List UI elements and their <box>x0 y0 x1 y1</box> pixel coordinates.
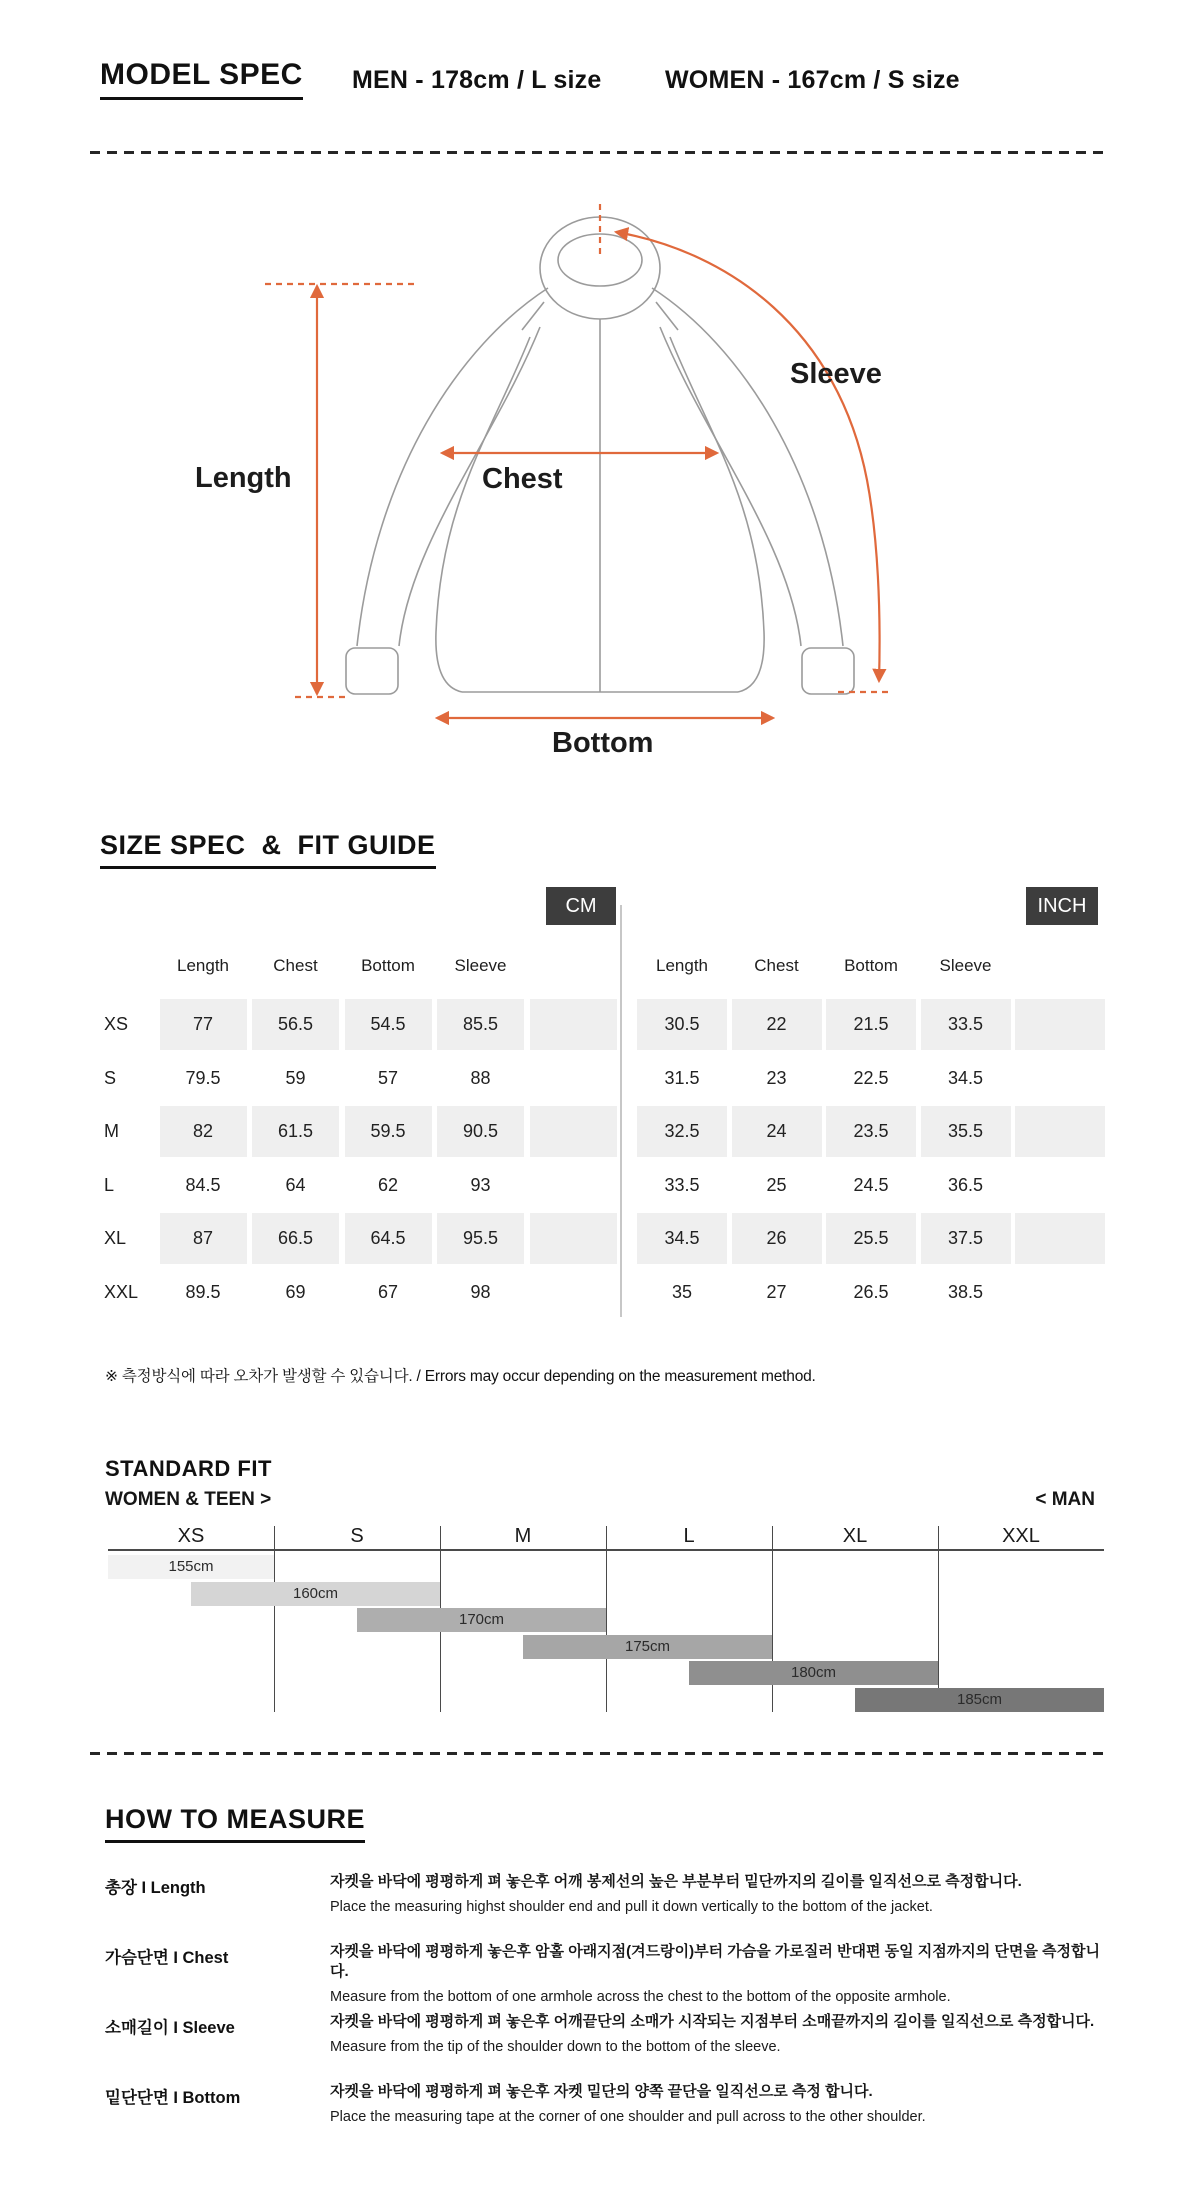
chest-label: Chest <box>482 463 563 495</box>
cm-cell: 62 <box>377 1174 399 1195</box>
cm-cell: 59 <box>285 1067 306 1088</box>
measure-text-english: Measure from the bottom of one armhole across the chest to the bottom of the opposite armhole. <box>330 1989 951 2005</box>
size-row-label: S <box>104 1067 117 1088</box>
inch-cell: 26 <box>732 1213 822 1264</box>
measure-text-english: Place the measuring highst shoulder end and pull it down vertically to the bottom of the jacket. <box>330 1899 933 1915</box>
how-to-measure-title: HOW TO MEASURE <box>105 1804 365 1843</box>
size-row-label: M <box>104 1121 119 1141</box>
model-spec-men: MEN - 178cm / L size <box>352 66 602 94</box>
measure-row-label: 가슴단면 I Chest <box>105 1949 229 1967</box>
chart-column-separator <box>274 1526 275 1712</box>
measure-arrows <box>265 204 892 718</box>
size-row-label: XS <box>104 1014 129 1034</box>
standard-fit-chart <box>108 1524 1104 1714</box>
inch-cell: 24.5 <box>853 1174 889 1195</box>
measure-row-texts <box>330 1872 1115 1916</box>
dashed-divider-top <box>90 151 1110 154</box>
inch-cell: 26.5 <box>853 1281 889 1302</box>
measure-instruction-list <box>105 1872 1115 2152</box>
chart-size-label: M <box>514 1525 532 1547</box>
cm-cell: 93 <box>470 1174 491 1195</box>
inch-cell: 22.5 <box>853 1067 889 1088</box>
measure-row-label: 소매길이 I Sleeve <box>105 2019 235 2037</box>
inch-cell: 33.5 <box>664 1174 700 1195</box>
sleeve-curve-arrow <box>616 232 880 681</box>
cm-column-header: Chest <box>273 956 318 975</box>
measure-text-english: Measure from the tip of the shoulder down to the bottom of the sleeve. <box>330 2039 781 2055</box>
fit-bar: 185cm <box>855 1688 1104 1712</box>
measure-text-english: Place the measuring tape at the corner of one shoulder and pull across to the other shoulder. <box>330 2109 926 2125</box>
standard-fit-title: STANDARD FIT <box>105 1456 272 1481</box>
measure-row <box>105 2082 1115 2152</box>
cm-cell: 82 <box>160 1106 247 1157</box>
inch-cell: 25 <box>766 1174 787 1195</box>
measure-row-texts <box>330 2012 1115 2056</box>
cm-cell: 54.5 <box>345 999 432 1050</box>
cm-cell <box>530 1267 617 1318</box>
chart-size-label: XL <box>842 1525 868 1547</box>
measure-row-label: 총장 I Length <box>105 1879 206 1897</box>
inch-cell: 23.5 <box>826 1106 916 1157</box>
measurement-note: ※ 측정방식에 따라 오차가 발생할 수 있습니다. / Errors may occur depending on the measurement method. <box>105 1368 816 1385</box>
cm-cell <box>530 1053 617 1104</box>
inch-cell: 25.5 <box>826 1213 916 1264</box>
cm-cell: 56.5 <box>252 999 339 1050</box>
inch-cell: 27 <box>766 1281 787 1302</box>
measure-row <box>105 1942 1115 2012</box>
measure-text-korean: 자켓을 바닥에 평평하게 펴 놓은후 어깨끝단의 소매가 시작되는 지점부터 소매끝까지의 길이를 일직선으로 측정합니다. <box>330 2013 1095 2030</box>
inch-cell <box>1015 1213 1105 1264</box>
model-spec-women: WOMEN - 167cm / S size <box>665 66 960 94</box>
fit-bar: 160cm <box>191 1582 440 1606</box>
measure-row-label: 밑단단면 I Bottom <box>105 2089 241 2107</box>
inch-cell <box>1015 1106 1105 1157</box>
cm-cell: 69 <box>285 1281 306 1302</box>
fit-bar: 180cm <box>689 1661 938 1685</box>
inch-cell: 35 <box>671 1281 693 1302</box>
cm-cell: 67 <box>377 1281 399 1302</box>
inch-table-header <box>637 956 1105 976</box>
measure-row-texts <box>330 1942 1115 2006</box>
inch-column-header: Length <box>656 956 708 975</box>
cm-cell: 59.5 <box>345 1106 432 1157</box>
inch-cell: 31.5 <box>664 1067 700 1088</box>
cm-column-header: Sleeve <box>454 956 507 975</box>
size-spec-title: SIZE SPEC & FIT GUIDE <box>100 830 436 869</box>
size-row-label: L <box>104 1174 115 1195</box>
inch-column-header: Sleeve <box>939 956 992 975</box>
cm-cell: 98 <box>470 1281 491 1302</box>
sleeve-label: Sleeve <box>790 358 882 390</box>
inch-badge: INCH <box>1026 887 1098 925</box>
cm-badge: CM <box>546 887 616 925</box>
cm-cell: 87 <box>160 1213 247 1264</box>
inch-cell: 23 <box>766 1067 787 1088</box>
jacket-outline <box>346 217 854 694</box>
fit-bar: 175cm <box>523 1635 772 1659</box>
inch-cell: 24 <box>732 1106 822 1157</box>
cm-cell: 95.5 <box>437 1213 524 1264</box>
chart-column-separator <box>938 1526 939 1712</box>
inch-cell <box>1015 1053 1105 1104</box>
measure-text-korean: 자켓을 바닥에 평평하게 놓은후 암홀 아래지점(겨드랑이)부터 가슴을 가로질러 반대편 동일 지점까지의 단면을 측정합니다. <box>330 1943 1101 1980</box>
inch-cell: 38.5 <box>947 1281 984 1302</box>
inch-cell: 34.5 <box>947 1067 984 1088</box>
fit-bar: 155cm <box>108 1555 274 1579</box>
inch-cell: 30.5 <box>637 999 727 1050</box>
inch-cell: 37.5 <box>921 1213 1011 1264</box>
cm-table-body <box>100 999 617 1318</box>
measure-row <box>105 1872 1115 1942</box>
cm-cell: 79.5 <box>185 1067 221 1088</box>
table-divider-line <box>620 905 622 1317</box>
chart-size-label: XXL <box>1002 1525 1040 1547</box>
cm-cell: 89.5 <box>185 1281 221 1302</box>
inch-cell: 22 <box>732 999 822 1050</box>
inch-cell <box>1015 1267 1105 1318</box>
inch-cell: 36.5 <box>947 1174 984 1195</box>
inch-cell: 21.5 <box>826 999 916 1050</box>
inch-column-header: Bottom <box>844 956 898 975</box>
cm-cell: 90.5 <box>437 1106 524 1157</box>
chart-size-label: XS <box>177 1525 205 1547</box>
cm-cell: 64.5 <box>345 1213 432 1264</box>
chart-size-label: S <box>350 1525 364 1547</box>
inch-table-body <box>637 999 1105 1318</box>
size-row-label: XXL <box>104 1281 139 1302</box>
chart-column-separator <box>606 1526 607 1712</box>
cm-table-header <box>100 956 617 976</box>
size-row-label: XL <box>104 1228 127 1248</box>
cm-cell: 66.5 <box>252 1213 339 1264</box>
cm-cell: 64 <box>285 1174 306 1195</box>
dashed-divider-bottom <box>90 1752 1110 1755</box>
cm-cell: 61.5 <box>252 1106 339 1157</box>
model-spec-title: MODEL SPEC <box>100 58 303 100</box>
cm-cell: 57 <box>377 1067 399 1088</box>
measure-text-korean: 자켓을 바닥에 평평하게 펴 놓은후 어깨 봉제선의 높은 부분부터 밑단까지의 길이를 일직선으로 측정합니다. <box>330 1873 1022 1890</box>
cm-cell: 84.5 <box>185 1174 221 1195</box>
cm-cell: 77 <box>160 999 247 1050</box>
fit-bar: 170cm <box>357 1608 606 1632</box>
cm-cell: 88 <box>470 1067 491 1088</box>
measure-row-texts <box>330 2082 1115 2126</box>
cm-cell <box>530 999 617 1050</box>
chart-size-label: L <box>683 1525 695 1547</box>
bottom-label: Bottom <box>552 727 654 759</box>
inch-cell: 35.5 <box>921 1106 1011 1157</box>
inch-cell: 32.5 <box>637 1106 727 1157</box>
cm-cell: 85.5 <box>437 999 524 1050</box>
header-spacer <box>100 956 154 976</box>
measure-row <box>105 2012 1115 2082</box>
inch-column-header: Chest <box>754 956 799 975</box>
women-teen-tag: WOMEN & TEEN > <box>105 1489 272 1510</box>
cm-column-header: Bottom <box>361 956 415 975</box>
inch-cell: 34.5 <box>637 1213 727 1264</box>
cm-cell <box>530 1160 617 1211</box>
man-tag: < MAN <box>1035 1489 1095 1510</box>
cm-column-header: Length <box>177 956 229 975</box>
measure-text-korean: 자켓을 바닥에 평평하게 펴 놓은후 자켓 밑단의 양쪽 끝단을 일직선으로 측정 합니다. <box>330 2083 873 2100</box>
inch-cell <box>1015 1160 1105 1211</box>
inch-cell <box>1015 999 1105 1050</box>
cm-cell <box>530 1213 617 1264</box>
cm-cell <box>530 1106 617 1157</box>
length-label: Length <box>195 462 292 494</box>
inch-cell: 33.5 <box>921 999 1011 1050</box>
